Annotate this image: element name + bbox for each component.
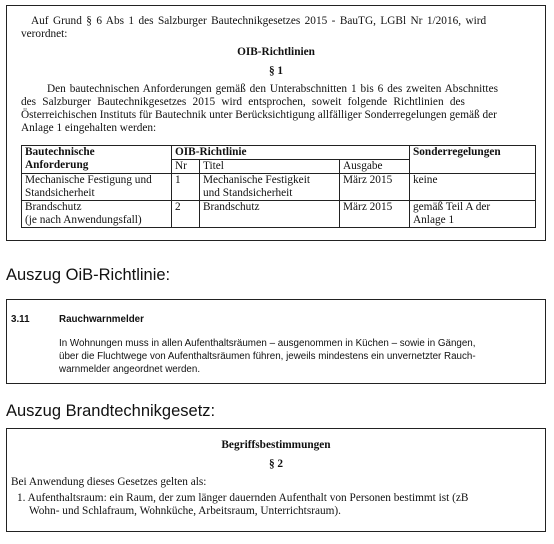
paragraph-line-4: Anlage 1 eingehalten werden:	[21, 122, 157, 134]
cell-anforderung: Mechanische Festigung und Standsicherheit	[22, 174, 172, 201]
header-oib: OIB-Richtlinie	[172, 146, 410, 160]
cell-ausgabe: März 2015	[340, 201, 410, 228]
cell-sonderregelungen: keine	[410, 174, 536, 201]
definition-item-line-2: Wohn- und Schlafraum, Wohnküche, Arbeitsraum, Unterrichtsraum).	[29, 505, 342, 517]
header-nr: Nr	[172, 160, 200, 174]
definitions-intro: Bei Anwendung dieses Gesetzes gelten als:	[11, 476, 207, 488]
cell-nr: 2	[172, 201, 200, 228]
definitions-section: § 2	[268, 458, 284, 470]
clause-line-1: In Wohnungen muss in allen Aufenthaltsräumen – ausgenommen in Küchen – sowie in Gängen,	[59, 338, 476, 349]
fire-law-excerpt-heading: Auszug Brandtechnikgesetz:	[6, 402, 216, 420]
intro-line-1: Auf Grund § 6 Abs 1 des Salzburger Bautechnikgesetzes 2015 - BauTG, LGBl Nr 1/2016, wird	[31, 15, 487, 27]
table-header-row	[22, 146, 536, 160]
paragraph-line-3: Österreichischen Instituts für Bautechnik unter Berücksichtigung allfälliger Sonderregelungen gemäß der	[21, 109, 497, 121]
regulation-title: OIB-Richtlinien	[237, 46, 315, 58]
oib-excerpt-box	[6, 299, 546, 384]
definitions-title: Begriffsbestimmungen	[221, 439, 331, 451]
header-sonderregelungen: Sonderregelungen	[410, 146, 536, 174]
definition-item-line-1: 1. Aufenthaltsraum: ein Raum, der zum länger dauernden Aufenthalt von Personen bestimmt ist (zB	[17, 492, 469, 504]
paragraph-line-1: Den bautechnischen Anforderungen gemäß den Unterabschnitten 1 bis 6 des zweiten Abschnittes	[47, 83, 498, 95]
clause-line-2: über die Fluchtwege von Aufenthaltsräumen führen, jeweils mindestens ein unvernetzter Rauch-	[59, 351, 476, 362]
paragraph-line-2: des Salzburger Bautechnikgesetzes 2015 wird entsprochen, soweit folgende Richtlinien des	[21, 96, 465, 108]
oib-excerpt-heading: Auszug OiB-Richtlinie:	[6, 266, 171, 284]
cell-titel: Brandschutz	[200, 201, 340, 228]
cell-ausgabe: März 2015	[340, 174, 410, 201]
cell-titel: Mechanische Festigkeit und Standsicherheit	[200, 174, 340, 201]
cell-sonderregelungen: gemäß Teil A der Anlage 1	[410, 201, 536, 228]
clause-number: 3.11	[11, 314, 30, 325]
cell-anforderung: Brandschutz (je nach Anwendungsfall)	[22, 201, 172, 228]
section-number: § 1	[268, 65, 284, 77]
clause-line-3: warnmelder angeordnet werden.	[59, 364, 201, 375]
intro-line-2: verordnet:	[21, 28, 68, 40]
cell-nr: 1	[172, 174, 200, 201]
header-ausgabe: Ausgabe	[340, 160, 410, 174]
header-titel: Titel	[200, 160, 340, 174]
fire-law-excerpt-box	[6, 428, 546, 532]
table-row	[22, 174, 536, 201]
header-anforderung: Bautechnische Anforderung	[22, 146, 172, 174]
clause-title: Rauchwarnmelder	[59, 314, 144, 325]
regulation-excerpt-box	[6, 5, 546, 241]
table-row	[22, 201, 536, 228]
oib-table	[21, 145, 536, 228]
